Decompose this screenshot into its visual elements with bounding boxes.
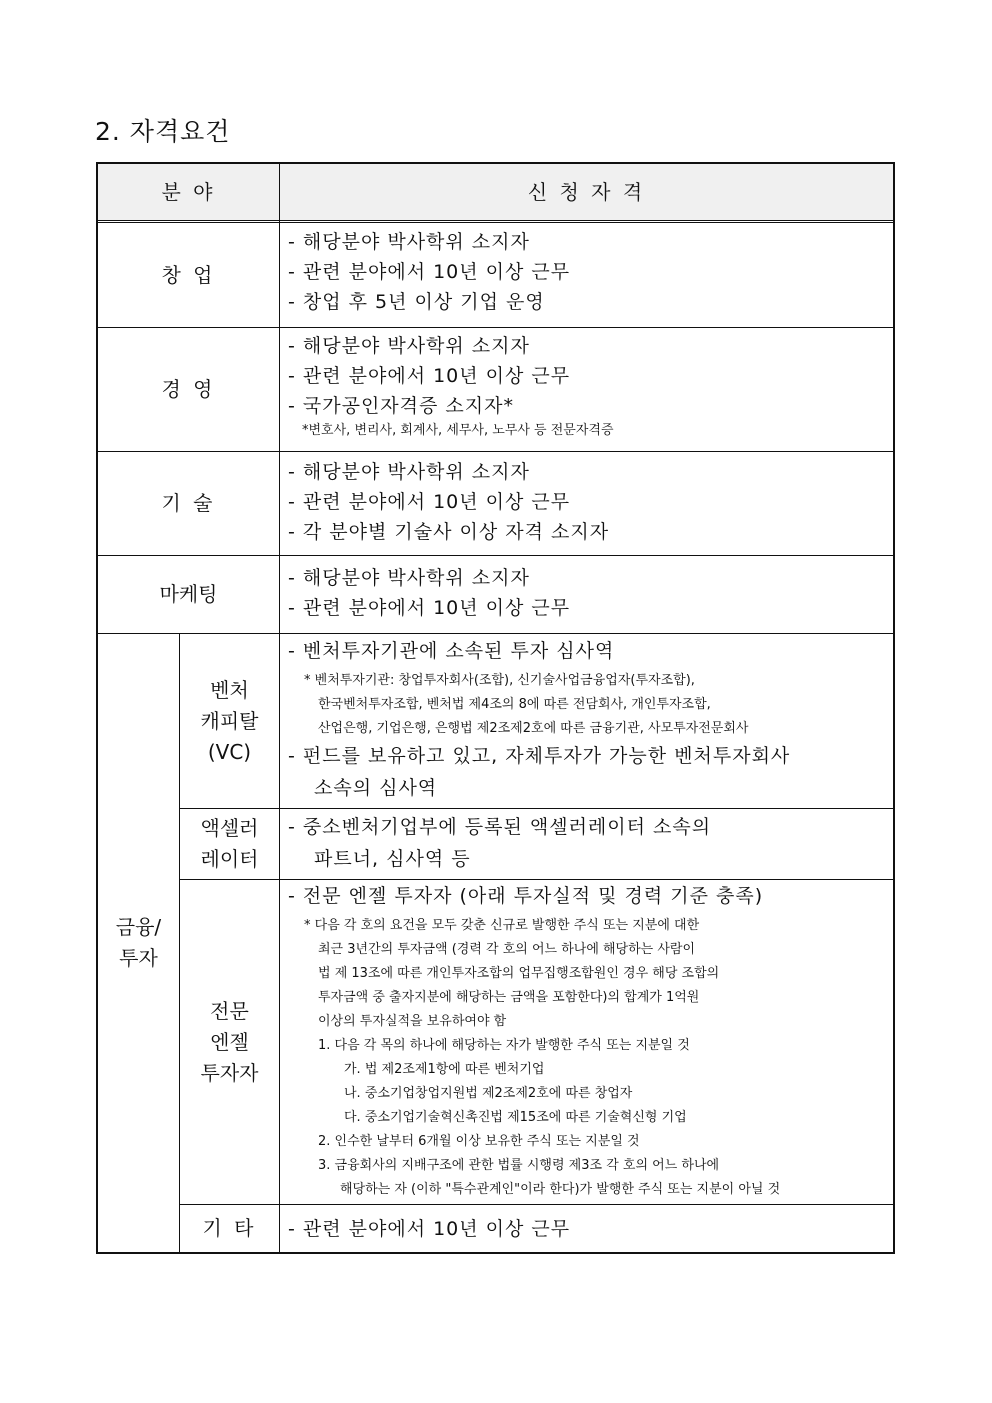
vc-label-line: (VC) (207, 739, 252, 764)
sublabel-accelerator (180, 809, 279, 879)
management-note: *변호사, 변리사, 회계사, 세무사, 노무사 등 전문자격증 (302, 423, 614, 438)
angel-label-line: 투자자 (200, 1060, 259, 1085)
angel-note: 1. 다음 각 목의 하나에 해당하는 자가 발행한 주식 또는 지분일 것 (318, 1038, 690, 1053)
qualification-table (96, 162, 895, 1254)
vc-note: * 벤처투자기관: 창업투자회사(조합), 신기술사업금융업자(투자조합), (304, 673, 695, 688)
angel-line: - 전문 엔젤 투자자 (아래 투자실적 및 경력 기준 충족) (288, 885, 764, 907)
angel-note: 법 제 13조에 따른 개인투자조합의 업무집행조합원인 경우 해당 조합의 (318, 966, 720, 981)
vc-note: 산업은행, 기업은행, 은행법 제2조제2호에 따른 금융기관, 사모투자전문회사 (318, 721, 749, 736)
startup-line: - 창업 후 5년 이상 기업 운영 (288, 291, 545, 313)
finance-label-line: 금융/ (115, 915, 162, 939)
vc-note: 한국벤처투자조합, 벤처법 제4조의 8에 따른 전담회사, 개인투자조합, (318, 697, 711, 712)
sublabel-vc (180, 634, 279, 808)
technology-line: - 관련 분야에서 10년 이상 근무 (288, 491, 571, 513)
marketing-content (280, 556, 893, 633)
header-field: 분 야 (98, 164, 279, 220)
sublabel-angel (180, 880, 279, 1204)
startup-line: - 해당분야 박사학위 소지자 (288, 231, 530, 253)
angel-note: 3. 금융회사의 지배구조에 관한 법률 시행령 제3조 각 호의 어느 하나에 (318, 1158, 720, 1173)
row-label-startup: 창 업 (161, 262, 216, 287)
management-line: - 해당분야 박사학위 소지자 (288, 335, 530, 357)
management-content (280, 328, 893, 451)
marketing-line: - 관련 분야에서 10년 이상 근무 (288, 597, 571, 619)
angel-note: 이상의 투자실적을 보유하여야 함 (318, 1014, 507, 1029)
angel-label-line: 엔젤 (210, 1029, 249, 1054)
finance-label-line: 투자 (119, 946, 158, 970)
management-line: - 국가공인자격증 소지자* (288, 395, 514, 417)
technology-line: - 해당분야 박사학위 소지자 (288, 461, 530, 483)
vc-line: 소속의 심사역 (314, 777, 438, 799)
angel-content (280, 880, 893, 1204)
vc-line: - 펀드를 보유하고 있고, 자체투자가 가능한 벤처투자회사 (288, 745, 791, 767)
vc-label-line: 벤처 (210, 677, 249, 702)
other-line: - 관련 분야에서 10년 이상 근무 (288, 1218, 571, 1240)
vc-content (280, 634, 893, 808)
row-label-finance (98, 634, 179, 1252)
angel-note: 해당하는 자 (이하 "특수관계인"이라 한다)가 발행한 주식 또는 지분이 아닐 것 (340, 1182, 781, 1197)
startup-content (280, 223, 893, 327)
startup-line: - 관련 분야에서 10년 이상 근무 (288, 261, 571, 283)
accelerator-line: 파트너, 심사역 등 (314, 848, 471, 870)
accelerator-label-line: 액셀러 (200, 816, 259, 840)
angel-note: 투자금액 중 출자지분에 해당하는 금액을 포함한다)의 합계가 1억원 (318, 990, 700, 1005)
accelerator-label-line: 레이터 (200, 847, 259, 871)
vc-line: - 벤처투자기관에 소속된 투자 심사역 (288, 640, 615, 662)
marketing-line: - 해당분야 박사학위 소지자 (288, 567, 530, 589)
angel-note: 다. 중소기업기술혁신촉진법 제15조에 따른 기술혁신형 기업 (344, 1110, 687, 1125)
row-label-marketing: 마케팅 (159, 582, 218, 606)
angel-note: 최근 3년간의 투자금액 (경력 각 호의 어느 하나에 해당하는 사람이 (318, 942, 696, 957)
angel-note: * 다음 각 호의 요건을 모두 갖춘 신규로 발행한 주식 또는 지분에 대한 (304, 918, 700, 933)
angel-note: 나. 중소기업창업지원법 제2조제2호에 따른 창업자 (344, 1086, 633, 1101)
accelerator-content (280, 809, 893, 879)
angel-note: 2. 인수한 날부터 6개월 이상 보유한 주식 또는 지분일 것 (318, 1134, 640, 1149)
header-qualification: 신 청 자 격 (280, 164, 893, 220)
vc-label-line: 캐피탈 (200, 708, 259, 733)
technology-line: - 각 분야별 기술사 이상 자격 소지자 (288, 521, 610, 543)
row-label-technology: 기 술 (161, 491, 216, 515)
accelerator-line: - 중소벤처기업부에 등록된 액셀러레이터 소속의 (288, 816, 712, 838)
sublabel-other: 기 타 (202, 1216, 257, 1240)
technology-content (280, 452, 893, 555)
row-label-management: 경 영 (161, 377, 216, 401)
other-content (280, 1205, 893, 1252)
angel-label-line: 전문 (210, 998, 249, 1023)
section-title: 2. 자격요건 (95, 117, 231, 146)
management-line: - 관련 분야에서 10년 이상 근무 (288, 365, 571, 387)
angel-note: 가. 법 제2조제1항에 따른 벤처기업 (344, 1062, 545, 1077)
